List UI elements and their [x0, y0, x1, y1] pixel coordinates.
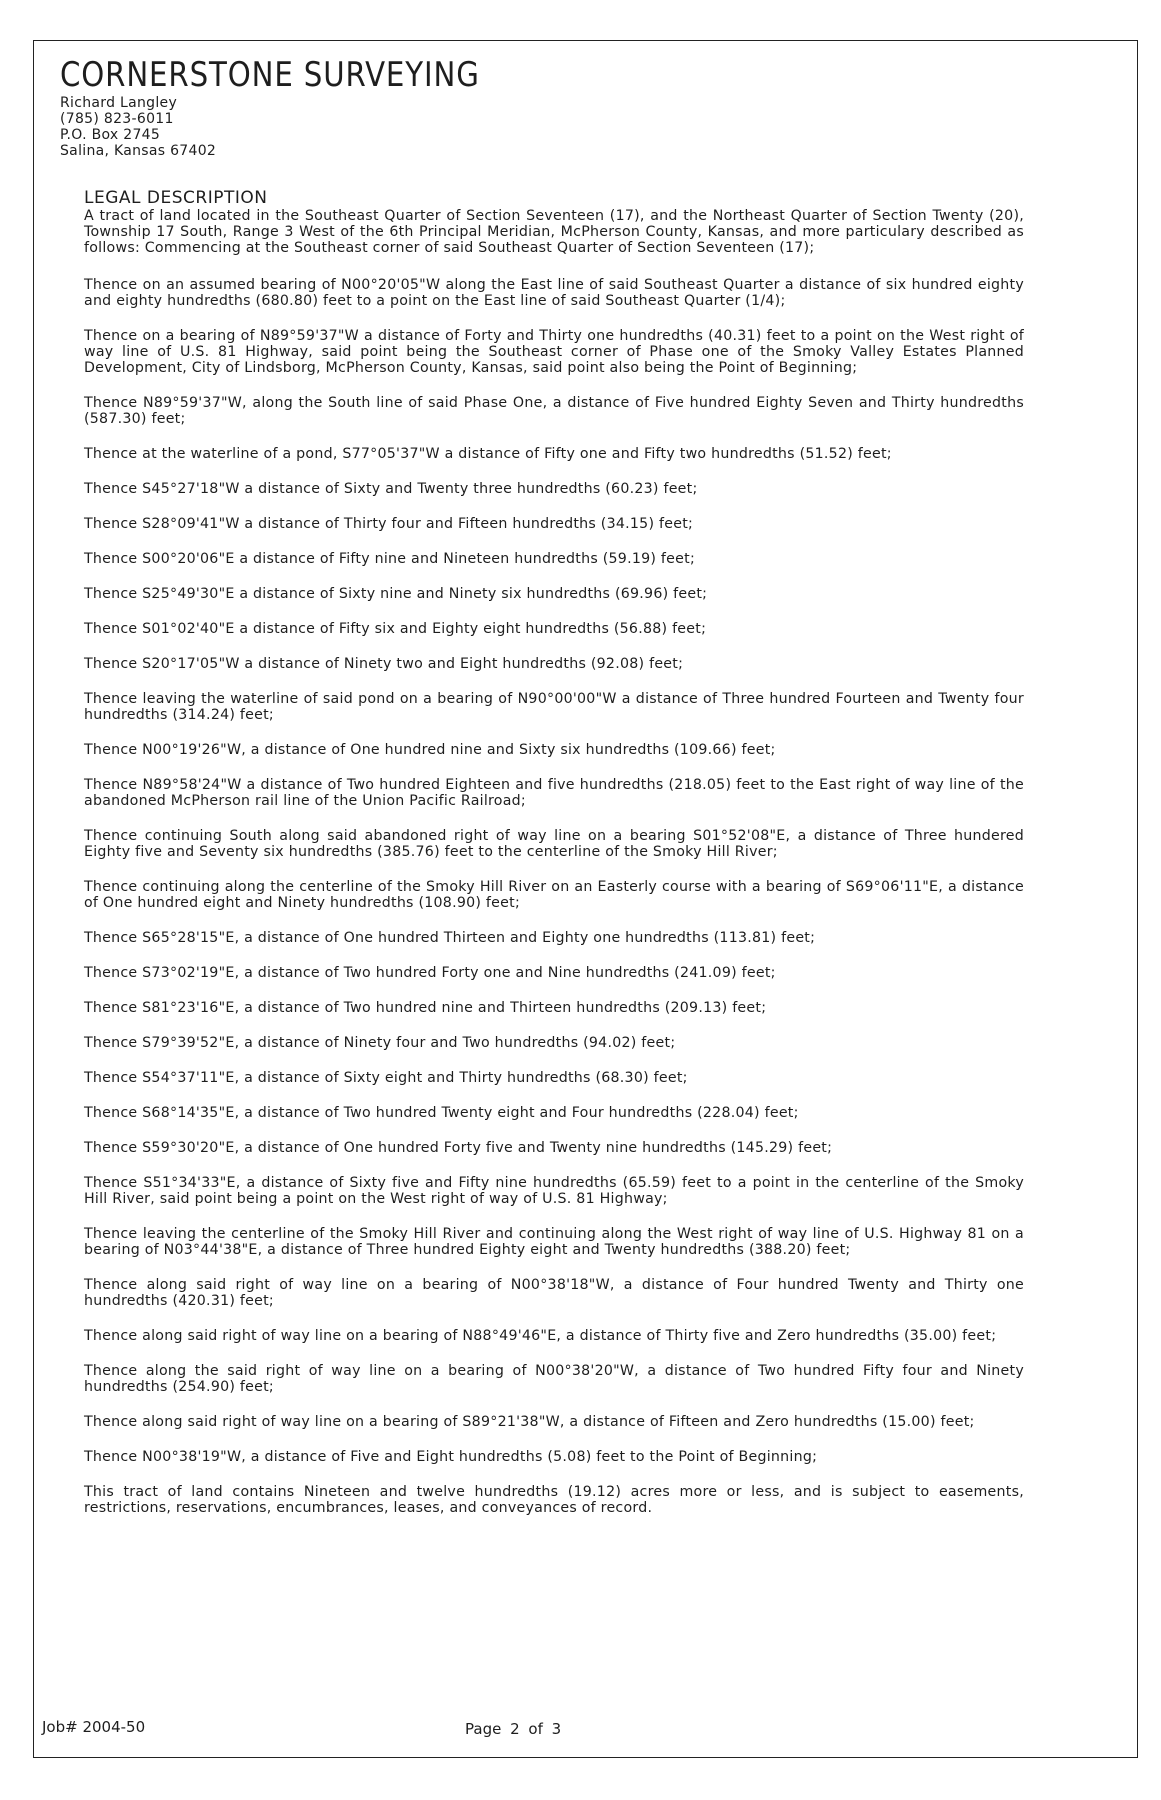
- course-paragraph: Thence S81°23'16"E, a distance of Two hundred nine and Thirteen hundredths (209.13) feet;: [84, 1000, 767, 1016]
- page-number: Page 2 of 3: [465, 1720, 562, 1738]
- legal-description: [84, 190, 1024, 1535]
- course-paragraph: Thence S25°49'30"E a distance of Sixty nine and Ninety six hundredths (69.96) feet;: [84, 586, 708, 602]
- course-paragraph: Thence S00°20'06"E a distance of Fifty nine and Nineteen hundredths (59.19) feet;: [84, 551, 695, 567]
- course-paragraph: This tract of land contains Nineteen and twelve hundredths (19.12) acres more or less, and is subject to easements, restrictions, reservations, encumbrances, leases, and conveyances of record.: [84, 1484, 1024, 1516]
- course-paragraph: Thence along the said right of way line on a bearing of N00°38'20"W, a distance of Two hundred Fifty four and Ninety hundredths (254.90) feet;: [84, 1363, 1024, 1395]
- course-paragraph: Thence on an assumed bearing of N00°20'05"W along the East line of said Southeast Quarter a distance of six hundred eighty and eighty hundredths (680.80) feet to a point on the East line of said Southeast Quarter (1/4);: [84, 277, 1024, 309]
- course-paragraph: Thence N89°58'24"W a distance of Two hundred Eighteen and five hundredths (218.05) feet to the East right of way line of the abandoned McPherson rail line of the Union Pacific Railroad;: [84, 777, 1024, 809]
- course-paragraph: Thence leaving the waterline of said pond on a bearing of N90°00'00"W a distance of Three hundred Fourteen and Twenty four hundredths (314.24) feet;: [84, 691, 1024, 723]
- course-paragraph: Thence S73°02'19"E, a distance of Two hundred Forty one and Nine hundredths (241.09) feet;: [84, 965, 776, 981]
- course-paragraph: Thence S59°30'20"E, a distance of One hundred Forty five and Twenty nine hundredths (145.29) feet;: [84, 1140, 833, 1156]
- course-paragraph: Thence N00°38'19"W, a distance of Five and Eight hundredths (5.08) feet to the Point of Beginning;: [84, 1449, 818, 1465]
- course-paragraph: Thence S65°28'15"E, a distance of One hundred Thirteen and Eighty one hundredths (113.81) feet;: [84, 930, 816, 946]
- company-name: CORNERSTONE SURVEYING: [60, 55, 480, 95]
- contact-po-box: P.O. Box 2745: [60, 127, 161, 143]
- intro-paragraph: A tract of land located in the Southeast Quarter of Section Seventeen (17), and the Northeast Quarter of Section Twenty (20), Township 17 South, Range 3 West of the 6th Principal Meridian, McPherson County, Kansas, and more particulary described as follows: Commencing at the Southeast corner of said Southeast Quarter of Section Seventeen (17);: [84, 208, 1024, 256]
- paragraph-list: [84, 208, 1024, 1516]
- contact-name: Richard Langley: [60, 95, 178, 111]
- course-paragraph: Thence along said right of way line on a bearing of N88°49'46"E, a distance of Thirty five and Zero hundredths (35.00) feet;: [84, 1328, 997, 1344]
- job-number: Job# 2004-50: [42, 1718, 146, 1736]
- course-paragraph: Thence S45°27'18"W a distance of Sixty and Twenty three hundredths (60.23) feet;: [84, 481, 698, 497]
- course-paragraph: Thence S54°37'11"E, a distance of Sixty eight and Thirty hundredths (68.30) feet;: [84, 1070, 688, 1086]
- contact-phone: (785) 823-6011: [60, 111, 174, 127]
- course-paragraph: Thence S01°02'40"E a distance of Fifty six and Eighty eight hundredths (56.88) feet;: [84, 621, 707, 637]
- section-title: LEGAL DESCRIPTION: [84, 188, 268, 208]
- course-paragraph: Thence at the waterline of a pond, S77°05'37"W a distance of Fifty one and Fifty two hundredths (51.52) feet;: [84, 446, 892, 462]
- course-paragraph: Thence on a bearing of N89°59'37"W a distance of Forty and Thirty one hundredths (40.31) feet to a point on the West right of way line of U.S. 81 Highway, said point being the Southeast corner of Phase one of the Smoky Valley Estates Planned Development, City of Lindsborg, McPherson County, Kansas, said point also being the Point of Beginning;: [84, 328, 1024, 376]
- course-paragraph: Thence along said right of way line on a bearing of S89°21'38"W, a distance of Fifteen and Zero hundredths (15.00) feet;: [84, 1414, 975, 1430]
- course-paragraph: Thence S68°14'35"E, a distance of Two hundred Twenty eight and Four hundredths (228.04) feet;: [84, 1105, 799, 1121]
- course-paragraph: Thence S51°34'33"E, a distance of Sixty five and Fifty nine hundredths (65.59) feet to a point in the centerline of the Smoky Hill River, said point being a point on the West right of way of U.S. 81 Highway;: [84, 1175, 1024, 1207]
- course-paragraph: Thence continuing South along said abandoned right of way line on a bearing S01°52'08"E, a distance of Three hundered Eighty five and Seventy six hundredths (385.76) feet to the centerline of the Smoky Hill River;: [84, 828, 1024, 860]
- course-paragraph: Thence S28°09'41"W a distance of Thirty four and Fifteen hundredths (34.15) feet;: [84, 516, 694, 532]
- contact-city: Salina, Kansas 67402: [60, 143, 217, 159]
- course-paragraph: Thence leaving the centerline of the Smoky Hill River and continuing along the West right of way line of U.S. Highway 81 on a bearing of N03°44'38"E, a distance of Three hundred Eighty eight and Twenty hundredths (388.20) feet;: [84, 1226, 1024, 1258]
- course-paragraph: Thence continuing along the centerline of the Smoky Hill River on an Easterly course with a bearing of S69°06'11"E, a distance of One hundred eight and Ninety hundredths (108.90) feet;: [84, 879, 1024, 911]
- course-paragraph: Thence S20°17'05"W a distance of Ninety two and Eight hundredths (92.08) feet;: [84, 656, 684, 672]
- course-paragraph: Thence N00°19'26"W, a distance of One hundred nine and Sixty six hundredths (109.66) feet;: [84, 742, 776, 758]
- course-paragraph: Thence N89°59'37"W, along the South line of said Phase One, a distance of Five hundred Eighty Seven and Thirty hundredths (587.30) feet;: [84, 395, 1024, 427]
- letterhead: [60, 55, 548, 159]
- course-paragraph: Thence along said right of way line on a bearing of N00°38'18"W, a distance of Four hundred Twenty and Thirty one hundredths (420.31) feet;: [84, 1277, 1024, 1309]
- course-paragraph: Thence S79°39'52"E, a distance of Ninety four and Two hundredths (94.02) feet;: [84, 1035, 676, 1051]
